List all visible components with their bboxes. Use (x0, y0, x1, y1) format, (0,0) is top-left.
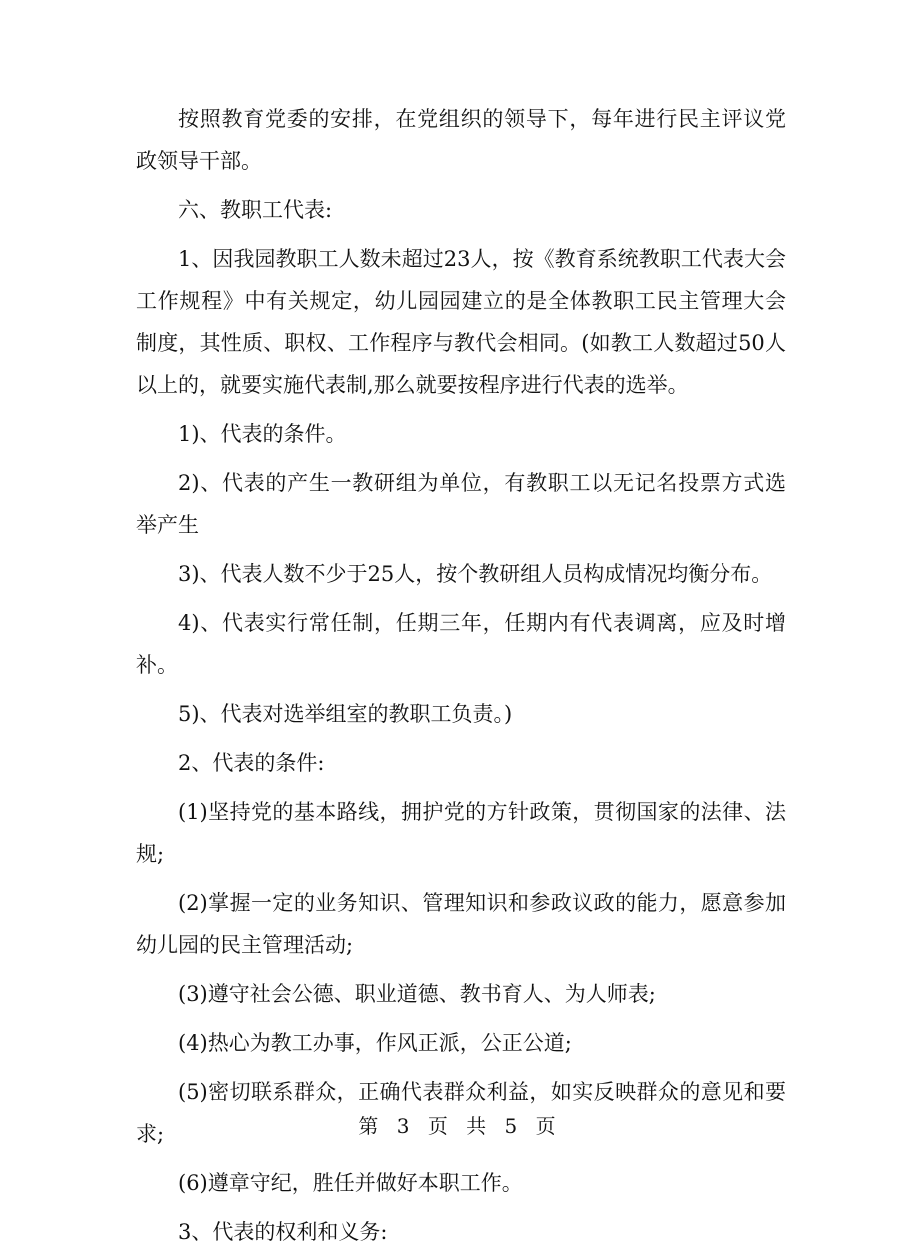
list-item: (3)遵守社会公德、职业道德、教书育人、为人师表; (178, 982, 656, 1006)
paragraph: 1、因我园教职工人数未超过23人，按《教育系统教职工代表大会工作规程》中有关规定，幼儿园园建立的是全体教职工民主管理大会制度，其性质、职权、工作程序与教代会相同。(如教工人数超过50人以上的，就要实施代表制,那么就要按程序进行代表的选举。 (136, 247, 786, 397)
list-item: (2)掌握一定的业务知识、管理知识和参政议政的能力，愿意参加幼儿园的民主管理活动; (136, 891, 786, 957)
subsection-heading: 3、代表的权利和义务: (178, 1220, 388, 1244)
list-item: (6)遵章守纪，胜任并做好本职工作。 (178, 1171, 523, 1195)
list-item: (4)热心为教工办事，作风正派，公正公道; (178, 1031, 572, 1055)
list-item: 5)、代表对选举组室的教职工负责。) (178, 702, 513, 726)
list-item: 3)、代表人数不少于25人，按个教研组人员构成情况均衡分布。 (178, 562, 773, 586)
document-body (136, 98, 786, 1260)
paragraph: 按照教育党委的安排，在党组织的领导下，每年进行民主评议党政领导干部。 (136, 107, 786, 173)
list-item: (5)密切联系群众，正确代表群众利益，如实反映群众的意见和要求; (136, 1080, 786, 1146)
list-item: 2)、代表的产生一教研组为单位，有教职工以无记名投票方式选举产生 (136, 471, 786, 537)
list-item: 1)、代表的条件。 (178, 422, 347, 446)
list-item: 4)、代表实行常任制，任期三年，任期内有代表调离，应及时增补。 (136, 611, 786, 677)
page-number-footer: 第 3 页 共 5 页 (358, 1114, 562, 1138)
list-item: (1)坚持党的基本路线，拥护党的方针政策，贯彻国家的法律、法规; (136, 800, 786, 866)
subsection-heading: 2、代表的条件: (178, 751, 325, 775)
section-heading: 六、教职工代表: (178, 198, 333, 222)
